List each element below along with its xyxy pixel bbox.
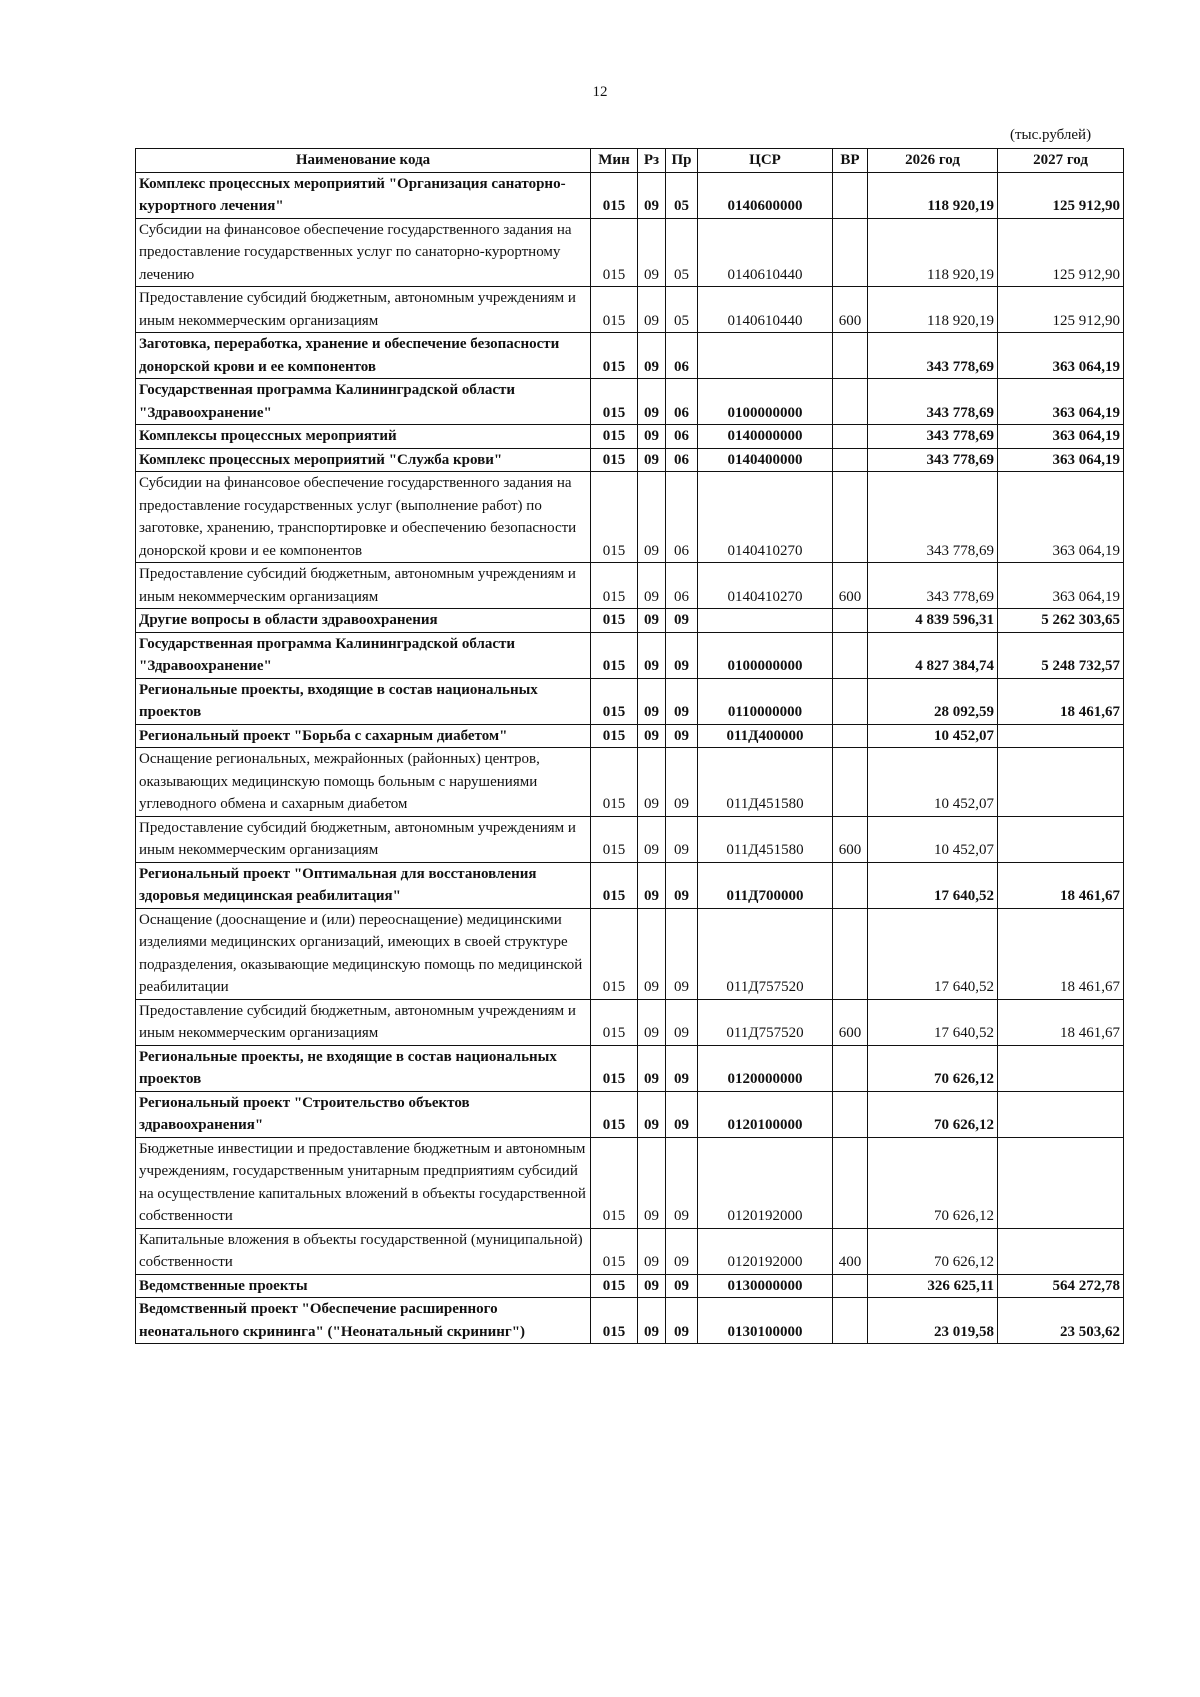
cell-rz: 09 [638, 172, 666, 218]
cell-name: Региональный проект "Оптимальная для восстановления здоровья медицинская реабилитация" [136, 862, 591, 908]
cell-vr [833, 379, 868, 425]
cell-pr: 09 [666, 609, 698, 633]
table-row [136, 816, 1124, 862]
cell-min: 015 [591, 1228, 638, 1274]
cell-name: Оснащение (дооснащение и (или) переоснащение) медицинскими изделиями медицинских организаций, имеющих в своей структуре подразделения, оказывающие медицинскую помощь по медицинской реабилитации [136, 908, 591, 999]
cell-pr: 09 [666, 1228, 698, 1274]
cell-name: Предоставление субсидий бюджетным, автономным учреждениям и иным некоммерческим организациям [136, 287, 591, 333]
cell-rz: 09 [638, 448, 666, 472]
cell-vr [833, 172, 868, 218]
cell-name: Бюджетные инвестиции и предоставление бюджетным и автономным учреждениям, государственным унитарным предприятиям субсидий на осуществление капитальных вложений в объекты государственной собственности [136, 1137, 591, 1228]
cell-csr: 0100000000 [698, 632, 833, 678]
cell-min: 015 [591, 333, 638, 379]
cell-vr [833, 1274, 868, 1298]
cell-y2027: 18 461,67 [998, 999, 1124, 1045]
cell-name: Комплекс процессных мероприятий "Служба крови" [136, 448, 591, 472]
cell-y2027 [998, 816, 1124, 862]
cell-csr: 0140610440 [698, 218, 833, 287]
cell-rz: 09 [638, 425, 666, 449]
cell-csr: 0120000000 [698, 1045, 833, 1091]
cell-y2027: 18 461,67 [998, 862, 1124, 908]
cell-csr: 0140410270 [698, 563, 833, 609]
cell-y2026: 70 626,12 [868, 1091, 998, 1137]
cell-y2026: 17 640,52 [868, 999, 998, 1045]
cell-min: 015 [591, 632, 638, 678]
table-row [136, 1091, 1124, 1137]
cell-csr: 0110000000 [698, 678, 833, 724]
cell-vr [833, 218, 868, 287]
cell-y2027 [998, 724, 1124, 748]
cell-name: Субсидии на финансовое обеспечение государственного задания на предоставление государственных услуг (выполнение работ) по заготовке, хранению, транспортировке и обеспечению безопасности донорской крови и ее компонентов [136, 472, 591, 563]
table-row [136, 172, 1124, 218]
cell-pr: 09 [666, 748, 698, 817]
cell-name: Региональный проект "Борьба с сахарным диабетом" [136, 724, 591, 748]
cell-y2026: 343 778,69 [868, 448, 998, 472]
cell-y2027 [998, 1045, 1124, 1091]
cell-y2027: 125 912,90 [998, 218, 1124, 287]
cell-name: Оснащение региональных, межрайонных (районных) центров, оказывающих медицинскую помощь больным с нарушениями углеводного обмена и сахарным диабетом [136, 748, 591, 817]
cell-name: Капитальные вложения в объекты государственной (муниципальной) собственности [136, 1228, 591, 1274]
cell-name: Предоставление субсидий бюджетным, автономным учреждениям и иным некоммерческим организациям [136, 816, 591, 862]
cell-min: 015 [591, 816, 638, 862]
cell-y2027 [998, 1228, 1124, 1274]
cell-csr: 011Д400000 [698, 724, 833, 748]
cell-vr [833, 632, 868, 678]
cell-pr: 06 [666, 448, 698, 472]
cell-vr [833, 333, 868, 379]
cell-rz: 09 [638, 1091, 666, 1137]
table-row [136, 1137, 1124, 1228]
table-row [136, 1045, 1124, 1091]
cell-rz: 09 [638, 816, 666, 862]
cell-pr: 09 [666, 632, 698, 678]
cell-csr: 011Д757520 [698, 999, 833, 1045]
table-row [136, 563, 1124, 609]
cell-name: Государственная программа Калининградской области "Здравоохранение" [136, 632, 591, 678]
cell-pr: 05 [666, 218, 698, 287]
cell-csr: 0140000000 [698, 425, 833, 449]
cell-y2027: 363 064,19 [998, 563, 1124, 609]
cell-rz: 09 [638, 724, 666, 748]
cell-vr [833, 1298, 868, 1344]
cell-y2027: 564 272,78 [998, 1274, 1124, 1298]
cell-y2026: 343 778,69 [868, 379, 998, 425]
table-row [136, 999, 1124, 1045]
cell-y2026: 343 778,69 [868, 472, 998, 563]
cell-y2026: 10 452,07 [868, 748, 998, 817]
cell-y2026: 70 626,12 [868, 1045, 998, 1091]
cell-y2027: 23 503,62 [998, 1298, 1124, 1344]
cell-min: 015 [591, 1091, 638, 1137]
cell-pr: 06 [666, 472, 698, 563]
cell-pr: 06 [666, 425, 698, 449]
cell-csr: 0120100000 [698, 1091, 833, 1137]
cell-rz: 09 [638, 287, 666, 333]
table-row [136, 333, 1124, 379]
cell-y2026: 17 640,52 [868, 862, 998, 908]
cell-csr: 0120192000 [698, 1228, 833, 1274]
table-row [136, 748, 1124, 817]
cell-rz: 09 [638, 862, 666, 908]
cell-pr: 09 [666, 862, 698, 908]
cell-y2027 [998, 1137, 1124, 1228]
table-row [136, 678, 1124, 724]
table-row [136, 448, 1124, 472]
cell-min: 015 [591, 1298, 638, 1344]
cell-y2027: 363 064,19 [998, 448, 1124, 472]
cell-y2027: 5 262 303,65 [998, 609, 1124, 633]
table-row [136, 632, 1124, 678]
cell-min: 015 [591, 218, 638, 287]
cell-y2026: 343 778,69 [868, 333, 998, 379]
cell-pr: 09 [666, 1045, 698, 1091]
cell-pr: 05 [666, 287, 698, 333]
cell-y2026: 4 827 384,74 [868, 632, 998, 678]
cell-rz: 09 [638, 678, 666, 724]
cell-pr: 09 [666, 999, 698, 1045]
cell-pr: 09 [666, 678, 698, 724]
cell-min: 015 [591, 999, 638, 1045]
cell-y2026: 28 092,59 [868, 678, 998, 724]
cell-rz: 09 [638, 748, 666, 817]
header-vr: ВР [833, 149, 868, 173]
header-name: Наименование кода [136, 149, 591, 173]
cell-name: Другие вопросы в области здравоохранения [136, 609, 591, 633]
cell-y2026: 343 778,69 [868, 425, 998, 449]
cell-pr: 05 [666, 172, 698, 218]
header-csr: ЦСР [698, 149, 833, 173]
cell-csr: 0120192000 [698, 1137, 833, 1228]
cell-min: 015 [591, 472, 638, 563]
cell-min: 015 [591, 748, 638, 817]
cell-csr: 0140600000 [698, 172, 833, 218]
cell-vr [833, 1045, 868, 1091]
table-row [136, 862, 1124, 908]
cell-y2027: 363 064,19 [998, 333, 1124, 379]
cell-min: 015 [591, 563, 638, 609]
cell-rz: 09 [638, 1045, 666, 1091]
cell-vr: 600 [833, 563, 868, 609]
cell-min: 015 [591, 862, 638, 908]
header-pr: Пр [666, 149, 698, 173]
cell-y2027 [998, 1091, 1124, 1137]
table-row [136, 908, 1124, 999]
table-row [136, 379, 1124, 425]
cell-csr [698, 333, 833, 379]
cell-rz: 09 [638, 472, 666, 563]
cell-min: 015 [591, 724, 638, 748]
cell-csr: 011Д700000 [698, 862, 833, 908]
cell-pr: 09 [666, 816, 698, 862]
cell-y2026: 10 452,07 [868, 816, 998, 862]
cell-name: Региональный проект "Строительство объектов здравоохранения" [136, 1091, 591, 1137]
cell-name: Региональные проекты, не входящие в состав национальных проектов [136, 1045, 591, 1091]
cell-csr: 0140400000 [698, 448, 833, 472]
cell-y2026: 343 778,69 [868, 563, 998, 609]
cell-vr: 600 [833, 999, 868, 1045]
cell-name: Ведомственный проект "Обеспечение расширенного неонатального скрининга" ("Неонатальный скрининг") [136, 1298, 591, 1344]
cell-name: Субсидии на финансовое обеспечение государственного задания на предоставление государственных услуг по санаторно-курортному лечению [136, 218, 591, 287]
header-min: Мин [591, 149, 638, 173]
cell-min: 015 [591, 448, 638, 472]
cell-pr: 06 [666, 379, 698, 425]
table-row [136, 218, 1124, 287]
cell-csr: 011Д451580 [698, 748, 833, 817]
page-number: 12 [592, 84, 608, 100]
cell-y2026: 17 640,52 [868, 908, 998, 999]
cell-name: Ведомственные проекты [136, 1274, 591, 1298]
header-2027: 2027 год [998, 149, 1124, 173]
cell-csr: 011Д451580 [698, 816, 833, 862]
cell-min: 015 [591, 1045, 638, 1091]
table-row [136, 609, 1124, 633]
cell-min: 015 [591, 1137, 638, 1228]
cell-min: 015 [591, 678, 638, 724]
cell-name: Региональные проекты, входящие в состав национальных проектов [136, 678, 591, 724]
table-row [136, 472, 1124, 563]
cell-min: 015 [591, 609, 638, 633]
cell-rz: 09 [638, 1137, 666, 1228]
cell-min: 015 [591, 172, 638, 218]
cell-min: 015 [591, 425, 638, 449]
cell-y2027 [998, 748, 1124, 817]
cell-pr: 09 [666, 908, 698, 999]
cell-csr: 0130000000 [698, 1274, 833, 1298]
cell-vr [833, 678, 868, 724]
cell-y2027: 125 912,90 [998, 172, 1124, 218]
cell-vr: 600 [833, 816, 868, 862]
cell-rz: 09 [638, 609, 666, 633]
cell-y2026: 10 452,07 [868, 724, 998, 748]
cell-rz: 09 [638, 1298, 666, 1344]
cell-rz: 09 [638, 563, 666, 609]
cell-vr [833, 425, 868, 449]
cell-name: Государственная программа Калининградской области "Здравоохранение" [136, 379, 591, 425]
cell-rz: 09 [638, 379, 666, 425]
cell-rz: 09 [638, 1274, 666, 1298]
cell-csr: 0140410270 [698, 472, 833, 563]
budget-table [135, 148, 1124, 1344]
cell-y2027: 5 248 732,57 [998, 632, 1124, 678]
cell-y2027: 18 461,67 [998, 678, 1124, 724]
cell-y2026: 70 626,12 [868, 1228, 998, 1274]
cell-pr: 06 [666, 333, 698, 379]
cell-y2026: 118 920,19 [868, 287, 998, 333]
cell-rz: 09 [638, 218, 666, 287]
cell-vr [833, 908, 868, 999]
cell-vr [833, 862, 868, 908]
cell-rz: 09 [638, 908, 666, 999]
cell-y2027: 363 064,19 [998, 472, 1124, 563]
table-row [136, 287, 1124, 333]
table-row [136, 724, 1124, 748]
cell-y2027: 363 064,19 [998, 425, 1124, 449]
cell-y2026: 4 839 596,31 [868, 609, 998, 633]
cell-csr: 0140610440 [698, 287, 833, 333]
cell-y2027: 18 461,67 [998, 908, 1124, 999]
cell-name: Заготовка, переработка, хранение и обеспечение безопасности донорской крови и ее компонентов [136, 333, 591, 379]
cell-rz: 09 [638, 333, 666, 379]
cell-pr: 09 [666, 1274, 698, 1298]
cell-vr [833, 748, 868, 817]
cell-csr: 0130100000 [698, 1298, 833, 1344]
cell-min: 015 [591, 1274, 638, 1298]
cell-y2026: 70 626,12 [868, 1137, 998, 1228]
cell-pr: 09 [666, 1137, 698, 1228]
cell-min: 015 [591, 379, 638, 425]
cell-vr [833, 448, 868, 472]
cell-y2027: 125 912,90 [998, 287, 1124, 333]
cell-pr: 06 [666, 563, 698, 609]
cell-y2026: 326 625,11 [868, 1274, 998, 1298]
cell-y2026: 118 920,19 [868, 218, 998, 287]
cell-vr [833, 609, 868, 633]
table-row [136, 1298, 1124, 1344]
cell-y2027: 363 064,19 [998, 379, 1124, 425]
cell-vr [833, 1091, 868, 1137]
cell-vr [833, 1137, 868, 1228]
cell-pr: 09 [666, 1091, 698, 1137]
cell-csr: 011Д757520 [698, 908, 833, 999]
table-row [136, 1228, 1124, 1274]
cell-vr: 400 [833, 1228, 868, 1274]
cell-csr [698, 609, 833, 633]
cell-csr: 0100000000 [698, 379, 833, 425]
cell-y2026: 23 019,58 [868, 1298, 998, 1344]
header-rz: Рз [638, 149, 666, 173]
cell-vr [833, 472, 868, 563]
cell-pr: 09 [666, 724, 698, 748]
cell-rz: 09 [638, 1228, 666, 1274]
cell-y2026: 118 920,19 [868, 172, 998, 218]
cell-rz: 09 [638, 999, 666, 1045]
cell-pr: 09 [666, 1298, 698, 1344]
cell-name: Комплекс процессных мероприятий "Организация санаторно-курортного лечения" [136, 172, 591, 218]
cell-name: Предоставление субсидий бюджетным, автономным учреждениям и иным некоммерческим организациям [136, 999, 591, 1045]
cell-vr [833, 724, 868, 748]
table-row [136, 425, 1124, 449]
table-row [136, 1274, 1124, 1298]
units-label: (тыс.рублей) [1010, 127, 1092, 143]
header-2026: 2026 год [868, 149, 998, 173]
cell-min: 015 [591, 908, 638, 999]
cell-name: Комплексы процессных мероприятий [136, 425, 591, 449]
cell-name: Предоставление субсидий бюджетным, автономным учреждениям и иным некоммерческим организациям [136, 563, 591, 609]
cell-rz: 09 [638, 632, 666, 678]
table-header-row [136, 149, 1124, 173]
cell-vr: 600 [833, 287, 868, 333]
cell-min: 015 [591, 287, 638, 333]
